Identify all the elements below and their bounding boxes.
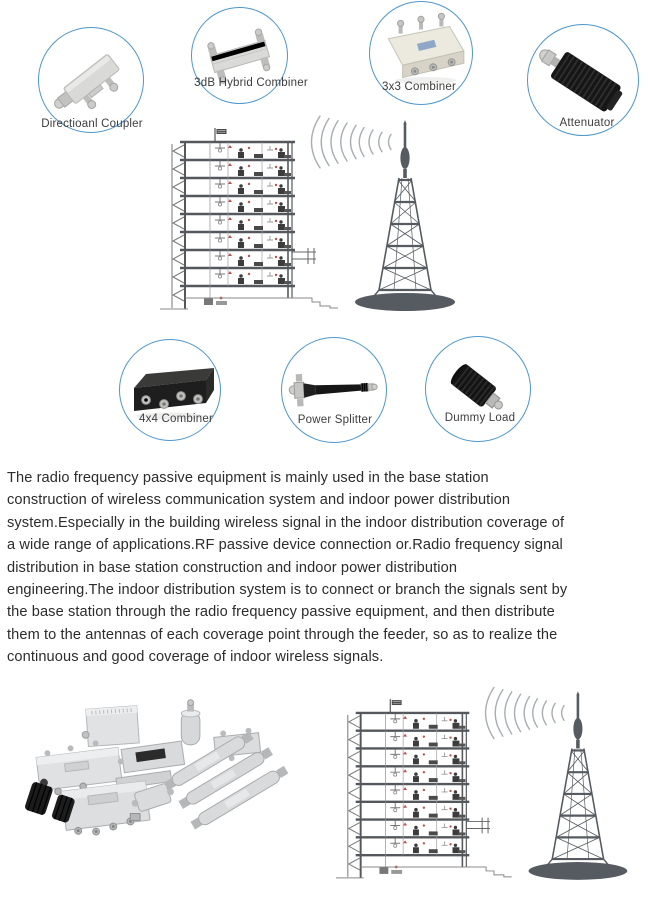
description-line: a wide range of applications.RF passive device connection or.Radio frequency signal xyxy=(7,537,563,554)
description-line: the base station through the radio frequency passive equipment, and then distribute xyxy=(7,604,555,621)
description-line: engineering.The indoor distribution system is to connect or branch the signals sent by xyxy=(7,582,568,599)
product-label-3db-hybrid-combiner: 3dB Hybrid Combiner xyxy=(194,77,308,89)
directional-coupler-image xyxy=(39,28,143,132)
product-label-attenuator: Attenuator xyxy=(559,117,615,129)
product-description xyxy=(7,467,567,669)
description-line: system.Especially in the building wireless signal in the indoor distribution coverage of xyxy=(7,514,565,531)
dummy-load-image xyxy=(426,337,530,441)
product-label-dummy-load: Dummy Load xyxy=(444,412,516,424)
description-line: continuous and good coverage of indoor wireless signals. xyxy=(7,649,384,666)
indoor-distribution-diagram xyxy=(158,112,478,322)
product-label-power-splitter: Power Splitter xyxy=(297,414,373,426)
4x4-combiner-image xyxy=(120,340,220,440)
description-line: The radio frequency passive equipment is mainly used in the base station xyxy=(7,470,489,486)
product-circle-power-splitter xyxy=(281,337,387,443)
indoor-distribution-diagram-small xyxy=(334,683,650,891)
product-label-4x4-combiner: 4x4 Combiner xyxy=(139,413,213,425)
power-splitter-image xyxy=(282,338,386,442)
product-label-3x3-combiner: 3x3 Combiner xyxy=(382,81,456,93)
rf-components-collage-image xyxy=(12,688,327,840)
product-circle-3db-hybrid-combiner xyxy=(191,7,288,104)
product-circle-dummy-load xyxy=(425,336,531,442)
product-label-directional-coupler: Directioanl Coupler xyxy=(41,118,143,130)
description-line: construction of wireless communication system and indoor power distribution xyxy=(7,492,511,509)
description-line: them to the antennas of each coverage point through the feeder, so as to realize the xyxy=(7,626,558,643)
product-circle-4x4-combiner xyxy=(119,339,221,441)
description-line: distribution in base station construction and indoor power distribution xyxy=(7,559,458,576)
